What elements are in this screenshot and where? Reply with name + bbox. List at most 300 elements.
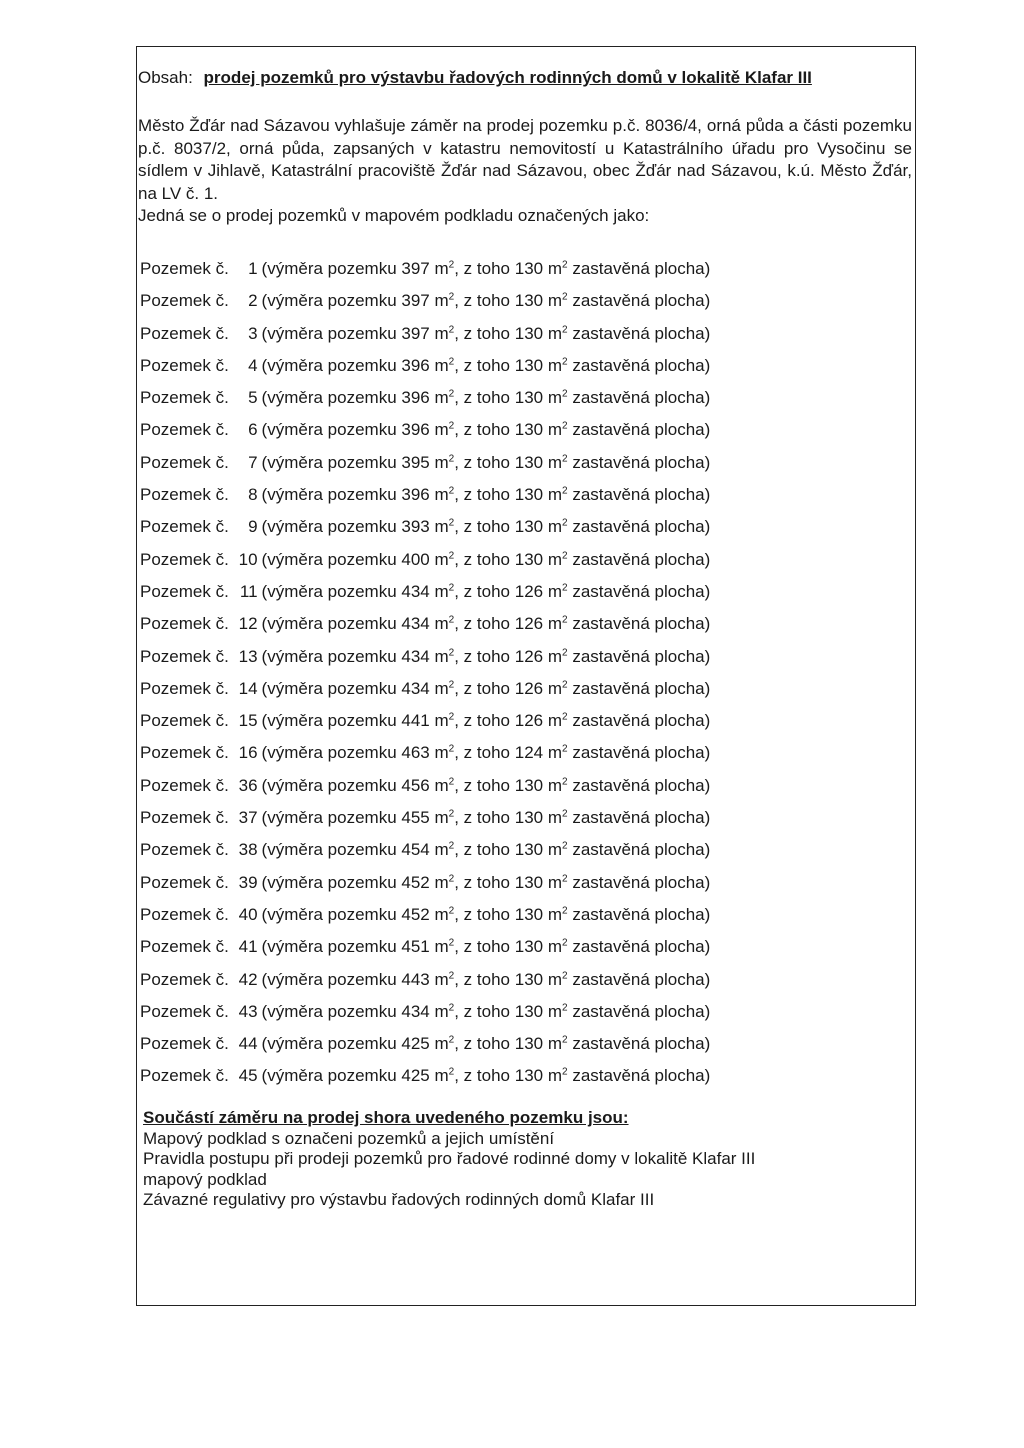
- parcel-number: 6: [248, 420, 258, 440]
- parcel-built-suffix: zastavěná plocha): [572, 1066, 711, 1086]
- parcel-built-label: , z toho: [454, 969, 510, 989]
- area-unit-exponent: 2: [448, 1034, 455, 1046]
- parcel-area-label: (výměra pozemku: [261, 937, 397, 957]
- parcel-built-value: 130: [514, 969, 544, 989]
- area-unit: m: [434, 420, 449, 440]
- built-unit: m: [547, 840, 563, 860]
- parcel-built-label: , z toho: [454, 808, 510, 828]
- parcel-built-label: , z toho: [454, 452, 510, 472]
- built-unit-exponent: 2: [562, 420, 568, 432]
- area-unit: m: [434, 711, 449, 731]
- parcel-number: 11: [239, 581, 258, 601]
- parcel-built-value: 130: [514, 1034, 544, 1054]
- parcel-area-value: 396: [401, 420, 430, 440]
- built-unit: m: [547, 420, 563, 440]
- parcel-built-suffix: zastavěná plocha): [572, 840, 711, 860]
- parcel-built-suffix: zastavěná plocha): [572, 808, 711, 828]
- parcel-prefix: Pozemek č.: [140, 1066, 229, 1086]
- parcel-prefix: Pozemek č.: [140, 291, 229, 311]
- built-unit: m: [547, 969, 563, 989]
- parcel-built-label: , z toho: [454, 323, 510, 343]
- parcel-built-suffix: zastavěná plocha): [572, 872, 711, 892]
- parcel-built-suffix: zastavěná plocha): [572, 743, 711, 763]
- parcel-area-value: 396: [401, 485, 430, 505]
- parcel-number: 3: [248, 323, 258, 343]
- parcel-area-label: (výměra pozemku: [261, 969, 397, 989]
- parcel-row: [140, 285, 710, 317]
- area-unit: m: [434, 452, 449, 472]
- parcel-prefix: Pozemek č.: [140, 808, 229, 828]
- parcel-number: 40: [238, 904, 258, 924]
- attachment-item: mapový podklad: [143, 1169, 267, 1189]
- area-unit-exponent: 2: [448, 356, 455, 368]
- parcel-area-label: (výměra pozemku: [261, 452, 397, 472]
- subject-label: Obsah:: [138, 68, 193, 87]
- parcel-prefix: Pozemek č.: [140, 775, 229, 795]
- parcel-area-value: 425: [401, 1066, 430, 1086]
- area-unit-exponent: 2: [448, 905, 455, 917]
- built-unit-exponent: 2: [562, 1066, 568, 1078]
- parcel-row: [140, 350, 710, 382]
- intro-section: [138, 115, 912, 228]
- parcel-prefix: Pozemek č.: [140, 1001, 229, 1021]
- parcel-row: [140, 318, 710, 350]
- parcel-area-value: 434: [401, 678, 430, 698]
- parcel-row: [140, 447, 710, 479]
- parcel-built-suffix: zastavěná plocha): [572, 485, 711, 505]
- parcel-row: [140, 964, 710, 996]
- area-unit: m: [434, 743, 449, 763]
- built-unit: m: [547, 291, 563, 311]
- built-unit-exponent: 2: [562, 550, 568, 562]
- built-unit: m: [547, 937, 563, 957]
- built-unit: m: [547, 259, 563, 278]
- area-unit: m: [434, 969, 449, 989]
- parcel-built-label: , z toho: [454, 711, 510, 731]
- parcel-built-value: 126: [514, 646, 544, 666]
- built-unit-exponent: 2: [562, 356, 568, 368]
- built-unit: m: [547, 1066, 563, 1086]
- parcel-area-value: 434: [401, 581, 430, 601]
- parcel-built-value: 130: [514, 840, 544, 860]
- parcel-row: [140, 770, 710, 802]
- parcel-built-value: 130: [514, 1001, 544, 1021]
- parcel-area-value: 463: [401, 743, 430, 763]
- parcel-prefix: Pozemek č.: [140, 904, 229, 924]
- parcel-built-label: , z toho: [454, 291, 510, 311]
- parcel-built-label: , z toho: [454, 549, 510, 569]
- parcel-area-label: (výměra pozemku: [261, 581, 397, 601]
- parcel-built-value: 130: [514, 323, 544, 343]
- parcel-built-value: 126: [514, 614, 544, 634]
- parcel-built-value: 126: [514, 581, 544, 601]
- area-unit-exponent: 2: [448, 517, 455, 529]
- parcel-built-value: 130: [514, 808, 544, 828]
- built-unit-exponent: 2: [562, 646, 568, 658]
- parcel-built-suffix: zastavěná plocha): [572, 937, 711, 957]
- parcel-area-label: (výměra pozemku: [261, 872, 397, 892]
- area-unit: m: [434, 808, 449, 828]
- parcel-area-label: (výměra pozemku: [261, 517, 397, 537]
- parcel-built-label: , z toho: [454, 1066, 510, 1086]
- parcel-prefix: Pozemek č.: [140, 259, 229, 278]
- area-unit-exponent: 2: [448, 388, 455, 400]
- parcel-number: 7: [248, 452, 258, 472]
- parcel-prefix: Pozemek č.: [140, 840, 229, 860]
- built-unit-exponent: 2: [562, 743, 568, 755]
- parcel-built-value: 130: [514, 259, 544, 278]
- parcel-area-value: 441: [401, 711, 430, 731]
- parcel-built-label: , z toho: [454, 517, 510, 537]
- built-unit-exponent: 2: [562, 388, 568, 400]
- parcel-built-value: 124: [514, 743, 544, 763]
- built-unit: m: [547, 549, 563, 569]
- parcel-prefix: Pozemek č.: [140, 937, 229, 957]
- attachment-item: Mapový podklad s označeni pozemků a jejich umístění: [143, 1128, 555, 1148]
- parcel-built-suffix: zastavěná plocha): [572, 291, 711, 311]
- area-unit-exponent: 2: [448, 1002, 455, 1014]
- parcel-built-suffix: zastavěná plocha): [572, 614, 711, 634]
- parcel-number: 12: [238, 614, 258, 634]
- built-unit-exponent: 2: [562, 937, 568, 949]
- built-unit: m: [547, 517, 563, 537]
- parcel-built-value: 130: [514, 355, 544, 375]
- parcel-row: [140, 931, 710, 963]
- area-unit: m: [434, 323, 449, 343]
- parcel-number: 2: [248, 291, 258, 311]
- built-unit-exponent: 2: [562, 291, 568, 303]
- parcel-built-label: , z toho: [454, 872, 510, 892]
- parcel-area-value: 395: [401, 452, 430, 472]
- area-unit-exponent: 2: [448, 679, 455, 691]
- intro-paragraph: Město Žďár nad Sázavou vyhlašuje záměr na prodej pozemku p.č. 8036/4, orná půda a části pozemku p.č. 8037/2, orná půda, zapsaných v katastru nemovitostí u Katastrálního úřadu pro Vysočinu se sídlem v Jihlavě, Katastrální pracoviště Žďár nad Sázavou, obec Žďár nad Sázavou, k.ú. Město Žďár, na LV č. 1.: [138, 116, 912, 203]
- parcel-area-value: 452: [401, 872, 430, 892]
- parcel-row: [140, 511, 710, 543]
- parcel-built-value: 130: [514, 388, 544, 408]
- parcel-built-suffix: zastavěná plocha): [572, 517, 711, 537]
- built-unit: m: [547, 678, 563, 698]
- intro-lead-in: Jedná se o prodej pozemků v mapovém podkladu označených jako:: [138, 206, 650, 225]
- area-unit-exponent: 2: [448, 840, 455, 852]
- parcel-built-value: 126: [514, 711, 544, 731]
- parcel-area-value: 451: [401, 937, 430, 957]
- built-unit: m: [547, 485, 563, 505]
- parcel-area-value: 400: [401, 549, 430, 569]
- parcel-built-suffix: zastavěná plocha): [572, 259, 711, 278]
- area-unit: m: [434, 1066, 449, 1086]
- area-unit-exponent: 2: [448, 582, 455, 594]
- area-unit-exponent: 2: [448, 485, 455, 497]
- parcel-number: 41: [238, 937, 258, 957]
- parcel-built-label: , z toho: [454, 646, 510, 666]
- parcel-built-suffix: zastavěná plocha): [572, 549, 711, 569]
- parcel-number: 4: [248, 355, 258, 375]
- parcel-number: 36: [238, 775, 258, 795]
- area-unit-exponent: 2: [448, 776, 455, 788]
- area-unit-exponent: 2: [448, 259, 455, 271]
- parcel-built-value: 130: [514, 872, 544, 892]
- parcel-prefix: Pozemek č.: [140, 388, 229, 408]
- parcel-area-label: (výměra pozemku: [261, 840, 397, 860]
- parcel-area-value: 456: [401, 775, 430, 795]
- built-unit-exponent: 2: [562, 582, 568, 594]
- parcel-number: 1: [248, 259, 258, 278]
- area-unit: m: [434, 581, 449, 601]
- parcel-area-label: (výměra pozemku: [261, 614, 397, 634]
- parcel-built-label: , z toho: [454, 678, 510, 698]
- area-unit: m: [434, 485, 449, 505]
- parcel-area-label: (výměra pozemku: [261, 808, 397, 828]
- subject-title: prodej pozemků pro výstavbu řadových rodinných domů v lokalitě Klafar III: [203, 68, 812, 87]
- parcel-prefix: Pozemek č.: [140, 355, 229, 375]
- area-unit-exponent: 2: [448, 743, 455, 755]
- parcel-area-value: 397: [401, 291, 430, 311]
- built-unit: m: [547, 904, 563, 924]
- parcel-built-value: 130: [514, 452, 544, 472]
- parcel-area-value: 397: [401, 259, 430, 278]
- parcel-row: [140, 673, 710, 705]
- parcel-area-label: (výměra pozemku: [261, 646, 397, 666]
- area-unit-exponent: 2: [448, 937, 455, 949]
- parcel-area-value: 434: [401, 646, 430, 666]
- area-unit: m: [434, 614, 449, 634]
- area-unit: m: [434, 1001, 449, 1021]
- area-unit-exponent: 2: [448, 550, 455, 562]
- parcel-area-label: (výměra pozemku: [261, 259, 397, 278]
- area-unit: m: [434, 678, 449, 698]
- parcel-prefix: Pozemek č.: [140, 452, 229, 472]
- parcel-area-value: 397: [401, 323, 430, 343]
- parcel-built-label: , z toho: [454, 388, 510, 408]
- parcel-area-value: 434: [401, 614, 430, 634]
- parcel-built-label: , z toho: [454, 614, 510, 634]
- built-unit: m: [547, 775, 563, 795]
- parcel-prefix: Pozemek č.: [140, 743, 229, 763]
- parcel-built-value: 130: [514, 485, 544, 505]
- area-unit-exponent: 2: [448, 872, 455, 884]
- parcel-built-suffix: zastavěná plocha): [572, 904, 711, 924]
- built-unit: m: [547, 1034, 563, 1054]
- parcel-area-value: 455: [401, 808, 430, 828]
- parcel-built-label: , z toho: [454, 355, 510, 375]
- parcel-built-label: , z toho: [454, 743, 510, 763]
- parcel-area-label: (výměra pozemku: [261, 291, 397, 311]
- area-unit-exponent: 2: [448, 1066, 455, 1078]
- parcel-built-value: 130: [514, 937, 544, 957]
- parcel-number: 9: [248, 517, 258, 537]
- area-unit-exponent: 2: [448, 453, 455, 465]
- parcel-number: 15: [238, 711, 258, 731]
- parcel-area-label: (výměra pozemku: [261, 323, 397, 343]
- area-unit: m: [434, 872, 449, 892]
- parcel-built-suffix: zastavěná plocha): [572, 1001, 711, 1021]
- parcel-area-label: (výměra pozemku: [261, 388, 397, 408]
- parcel-built-suffix: zastavěná plocha): [572, 646, 711, 666]
- built-unit-exponent: 2: [562, 905, 568, 917]
- built-unit-exponent: 2: [562, 323, 568, 335]
- parcel-number: 39: [238, 872, 258, 892]
- parcel-prefix: Pozemek č.: [140, 420, 229, 440]
- parcel-row: [140, 705, 710, 737]
- parcel-built-suffix: zastavěná plocha): [572, 420, 711, 440]
- area-unit: m: [434, 549, 449, 569]
- area-unit: m: [434, 904, 449, 924]
- parcel-prefix: Pozemek č.: [140, 872, 229, 892]
- parcel-built-label: , z toho: [454, 259, 510, 278]
- parcel-area-label: (výměra pozemku: [261, 1034, 397, 1054]
- parcel-built-value: 130: [514, 1066, 544, 1086]
- parcel-number: 42: [238, 969, 258, 989]
- built-unit: m: [547, 323, 563, 343]
- parcel-area-label: (výměra pozemku: [261, 485, 397, 505]
- attachments-heading: Součástí záměru na prodej shora uvedeného pozemku jsou:: [143, 1108, 629, 1127]
- parcel-area-value: 425: [401, 1034, 430, 1054]
- area-unit-exponent: 2: [448, 614, 455, 626]
- area-unit: m: [434, 775, 449, 795]
- parcel-built-label: , z toho: [454, 485, 510, 505]
- parcel-number: 14: [238, 678, 258, 698]
- parcel-prefix: Pozemek č.: [140, 323, 229, 343]
- parcel-built-label: , z toho: [454, 581, 510, 601]
- parcel-area-label: (výměra pozemku: [261, 904, 397, 924]
- area-unit-exponent: 2: [448, 646, 455, 658]
- parcel-area-label: (výměra pozemku: [261, 678, 397, 698]
- built-unit: m: [547, 872, 563, 892]
- parcel-prefix: Pozemek č.: [140, 969, 229, 989]
- parcel-prefix: Pozemek č.: [140, 581, 229, 601]
- built-unit: m: [547, 581, 563, 601]
- parcel-row: [140, 382, 710, 414]
- parcel-built-label: , z toho: [454, 420, 510, 440]
- parcel-built-suffix: zastavěná plocha): [572, 388, 711, 408]
- parcel-built-suffix: zastavěná plocha): [572, 323, 711, 343]
- area-unit: m: [434, 291, 449, 311]
- parcel-area-label: (výměra pozemku: [261, 549, 397, 569]
- area-unit: m: [434, 840, 449, 860]
- parcel-number: 8: [248, 485, 258, 505]
- area-unit-exponent: 2: [448, 808, 455, 820]
- built-unit-exponent: 2: [562, 776, 568, 788]
- built-unit-exponent: 2: [562, 840, 568, 852]
- built-unit-exponent: 2: [562, 808, 568, 820]
- parcel-built-suffix: zastavěná plocha): [572, 1034, 711, 1054]
- parcel-area-label: (výměra pozemku: [261, 420, 397, 440]
- built-unit-exponent: 2: [562, 1034, 568, 1046]
- area-unit-exponent: 2: [448, 323, 455, 335]
- parcel-built-value: 126: [514, 678, 544, 698]
- parcel-area-label: (výměra pozemku: [261, 355, 397, 375]
- parcel-number: 44: [238, 1034, 258, 1054]
- built-unit-exponent: 2: [562, 969, 568, 981]
- parcel-number: 13: [238, 646, 258, 666]
- built-unit-exponent: 2: [562, 453, 568, 465]
- parcel-row: [140, 253, 710, 285]
- parcel-number: 38: [238, 840, 258, 860]
- built-unit: m: [547, 646, 563, 666]
- attachment-item: Závazné regulativy pro výstavbu řadových rodinných domů Klafar III: [143, 1190, 655, 1209]
- parcel-list: [140, 253, 710, 1093]
- parcel-row: [140, 576, 710, 608]
- parcel-prefix: Pozemek č.: [140, 485, 229, 505]
- parcel-area-value: 396: [401, 388, 430, 408]
- built-unit-exponent: 2: [562, 711, 568, 723]
- parcel-row: [140, 737, 710, 769]
- built-unit-exponent: 2: [562, 679, 568, 691]
- parcel-built-value: 130: [514, 420, 544, 440]
- subject-line: [138, 68, 812, 88]
- built-unit: m: [547, 808, 563, 828]
- area-unit: m: [434, 517, 449, 537]
- parcel-row: [140, 867, 710, 899]
- parcel-area-value: 454: [401, 840, 430, 860]
- parcel-row: [140, 834, 710, 866]
- parcel-area-value: 396: [401, 355, 430, 375]
- built-unit: m: [547, 614, 563, 634]
- built-unit: m: [547, 711, 563, 731]
- parcel-prefix: Pozemek č.: [140, 614, 229, 634]
- built-unit: m: [547, 355, 563, 375]
- parcel-built-label: , z toho: [454, 1001, 510, 1021]
- area-unit-exponent: 2: [448, 711, 455, 723]
- parcel-built-suffix: zastavěná plocha): [572, 355, 711, 375]
- parcel-area-label: (výměra pozemku: [261, 743, 397, 763]
- parcel-row: [140, 608, 710, 640]
- parcel-built-label: , z toho: [454, 840, 510, 860]
- parcel-built-value: 130: [514, 517, 544, 537]
- parcel-area-label: (výměra pozemku: [261, 1066, 397, 1086]
- parcel-area-label: (výměra pozemku: [261, 711, 397, 731]
- parcel-prefix: Pozemek č.: [140, 517, 229, 537]
- attachments-section: [143, 1108, 755, 1211]
- built-unit-exponent: 2: [562, 485, 568, 497]
- parcel-number: 37: [238, 808, 258, 828]
- parcel-number: 10: [238, 549, 258, 569]
- parcel-prefix: Pozemek č.: [140, 1034, 229, 1054]
- built-unit: m: [547, 452, 563, 472]
- parcel-row: [140, 996, 710, 1028]
- parcel-number: 16: [238, 743, 258, 763]
- area-unit: m: [434, 388, 449, 408]
- area-unit-exponent: 2: [448, 420, 455, 432]
- parcel-built-label: , z toho: [454, 775, 510, 795]
- parcel-prefix: Pozemek č.: [140, 711, 229, 731]
- parcel-area-value: 443: [401, 969, 430, 989]
- area-unit: m: [434, 355, 449, 375]
- parcel-built-label: , z toho: [454, 1034, 510, 1054]
- area-unit-exponent: 2: [448, 291, 455, 303]
- area-unit-exponent: 2: [448, 969, 455, 981]
- built-unit-exponent: 2: [562, 517, 568, 529]
- parcel-number: 45: [238, 1066, 258, 1086]
- parcel-built-value: 130: [514, 549, 544, 569]
- parcel-row: [140, 1060, 710, 1092]
- parcel-row: [140, 899, 710, 931]
- built-unit: m: [547, 743, 563, 763]
- parcel-built-suffix: zastavěná plocha): [572, 452, 711, 472]
- parcel-area-value: 434: [401, 1001, 430, 1021]
- parcel-number: 43: [238, 1001, 258, 1021]
- parcel-built-suffix: zastavěná plocha): [572, 775, 711, 795]
- area-unit: m: [434, 1034, 449, 1054]
- parcel-area-value: 452: [401, 904, 430, 924]
- area-unit: m: [434, 646, 449, 666]
- parcel-built-label: , z toho: [454, 937, 510, 957]
- area-unit: m: [434, 937, 449, 957]
- parcel-area-label: (výměra pozemku: [261, 775, 397, 795]
- built-unit-exponent: 2: [562, 259, 568, 271]
- parcel-row: [140, 641, 710, 673]
- parcel-built-suffix: zastavěná plocha): [572, 678, 711, 698]
